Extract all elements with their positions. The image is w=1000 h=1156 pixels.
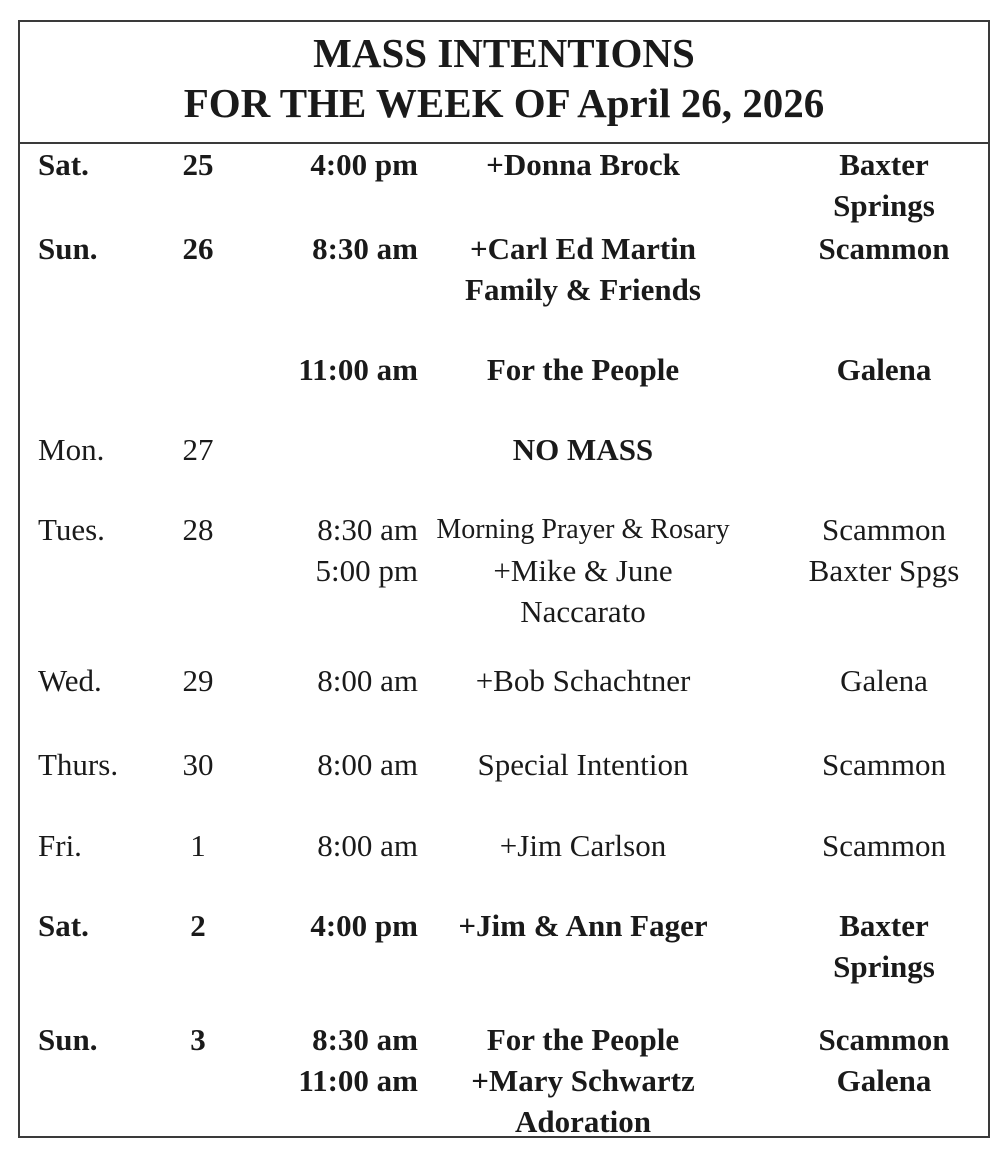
day-cell <box>38 744 148 785</box>
date-cell <box>170 429 226 470</box>
mass-intentions-box <box>18 20 990 1138</box>
location-cell-line: Scammon <box>822 512 946 547</box>
intention-cell-line: +Carl Ed Martin <box>469 231 697 266</box>
time-cell <box>238 1019 418 1101</box>
time-cell-line: 8:00 am <box>317 747 418 782</box>
location-cell-line: Springs <box>833 188 935 223</box>
time-cell <box>238 349 418 390</box>
location-cell-line: Galena <box>840 663 928 698</box>
intention-cell <box>413 349 753 390</box>
time-cell-line: 4:00 pm <box>310 147 418 182</box>
time-cell <box>238 825 418 866</box>
day-cell-line: Mon. <box>38 432 105 467</box>
date-cell-line: 29 <box>182 663 214 698</box>
intention-cell <box>413 1019 753 1142</box>
intention-cell-line: +Jim Carlson <box>499 828 667 863</box>
location-cell-line: Springs <box>833 949 935 984</box>
location-cell <box>780 905 988 987</box>
intention-cell-line: Adoration <box>514 1104 652 1139</box>
time-cell-line: 8:30 am <box>312 231 418 266</box>
location-cell-line: Scammon <box>822 828 946 863</box>
date-cell-line: 2 <box>190 908 206 943</box>
day-cell <box>38 1019 148 1060</box>
intention-cell <box>413 228 753 310</box>
time-cell-line: 11:00 am <box>298 1063 418 1098</box>
date-cell-line: 30 <box>182 747 214 782</box>
date-cell-line: 3 <box>190 1022 206 1057</box>
date-cell <box>170 825 226 866</box>
day-cell <box>38 509 148 550</box>
intention-cell <box>413 144 753 185</box>
day-cell-line: Sun. <box>38 231 98 266</box>
location-cell <box>780 228 988 269</box>
intention-cell <box>413 429 753 470</box>
intention-cell-line: For the People <box>486 352 680 387</box>
date-cell <box>170 905 226 946</box>
location-cell-line: Galena <box>836 1063 932 1098</box>
location-cell-line: Scammon <box>818 231 950 266</box>
time-cell <box>238 905 418 946</box>
time-cell-line: 4:00 pm <box>310 908 418 943</box>
date-cell-line: 28 <box>182 512 214 547</box>
intention-cell-line: +Donna Brock <box>486 147 680 182</box>
date-cell <box>170 509 226 550</box>
time-cell-line: 5:00 pm <box>315 553 418 588</box>
intention-cell-line: +Bob Schachtner <box>475 663 691 698</box>
intention-cell <box>413 825 753 866</box>
time-cell <box>238 144 418 185</box>
intention-cell-line: NO MASS <box>512 432 654 467</box>
location-cell-line: Baxter <box>839 147 929 182</box>
location-cell <box>780 660 988 701</box>
intention-cell-line: Morning Prayer & Rosary <box>436 514 730 545</box>
intention-cell-line: +Jim & Ann Fager <box>458 908 708 943</box>
location-cell-line: Scammon <box>818 1022 950 1057</box>
time-cell-line: 8:30 am <box>317 512 418 547</box>
date-cell <box>170 1019 226 1060</box>
intention-cell-line: Special Intention <box>477 747 689 782</box>
day-cell <box>38 825 148 866</box>
location-cell <box>780 744 988 785</box>
date-cell <box>170 228 226 269</box>
day-cell <box>38 429 148 470</box>
date-cell <box>170 144 226 185</box>
title-line-2: FOR THE WEEK OF April 26, 2026 <box>183 80 825 126</box>
schedule-table <box>20 22 988 1139</box>
date-cell-line: 27 <box>182 432 214 467</box>
time-cell-line: 8:30 am <box>312 1022 418 1057</box>
date-cell-line: 25 <box>182 147 214 182</box>
location-cell-line: Baxter <box>839 908 929 943</box>
intention-cell-line: For the People <box>486 1022 680 1057</box>
day-cell-line: Fri. <box>38 828 82 863</box>
day-cell-line: Wed. <box>38 663 102 698</box>
time-cell-line: 8:00 am <box>317 663 418 698</box>
date-cell-line: 1 <box>190 828 206 863</box>
location-cell-line: Scammon <box>822 747 946 782</box>
day-cell <box>38 660 148 701</box>
intention-cell <box>413 744 753 785</box>
day-cell-line: Sun. <box>38 1022 98 1057</box>
intention-cell <box>413 509 753 632</box>
time-cell <box>238 509 418 591</box>
date-cell-line: 26 <box>182 231 214 266</box>
time-cell <box>238 744 418 785</box>
day-cell <box>38 144 148 185</box>
location-cell <box>780 1019 988 1101</box>
title-line-1: MASS INTENTIONS <box>313 30 695 76</box>
day-cell <box>38 228 148 269</box>
day-cell-line: Sat. <box>38 147 89 182</box>
intention-cell <box>413 905 753 946</box>
location-cell <box>780 349 988 390</box>
location-cell-line: Galena <box>836 352 932 387</box>
day-cell <box>38 905 148 946</box>
location-cell <box>780 825 988 866</box>
day-cell-line: Tues. <box>38 512 105 547</box>
time-cell <box>238 228 418 269</box>
date-cell <box>170 660 226 701</box>
intention-cell-line: Naccarato <box>520 594 646 629</box>
date-cell <box>170 744 226 785</box>
location-cell <box>780 144 988 226</box>
time-cell-line: 8:00 am <box>317 828 418 863</box>
location-cell <box>780 509 988 591</box>
time-cell-line: 11:00 am <box>298 352 418 387</box>
intention-cell <box>413 660 753 701</box>
time-cell <box>238 660 418 701</box>
location-cell-line: Baxter Spgs <box>808 553 960 588</box>
intention-cell-line: +Mike & June <box>493 553 673 588</box>
day-cell-line: Sat. <box>38 908 89 943</box>
intention-cell-line: Family & Friends <box>465 272 701 307</box>
intention-cell-line: +Mary Schwartz <box>471 1063 695 1098</box>
day-cell-line: Thurs. <box>38 747 119 782</box>
